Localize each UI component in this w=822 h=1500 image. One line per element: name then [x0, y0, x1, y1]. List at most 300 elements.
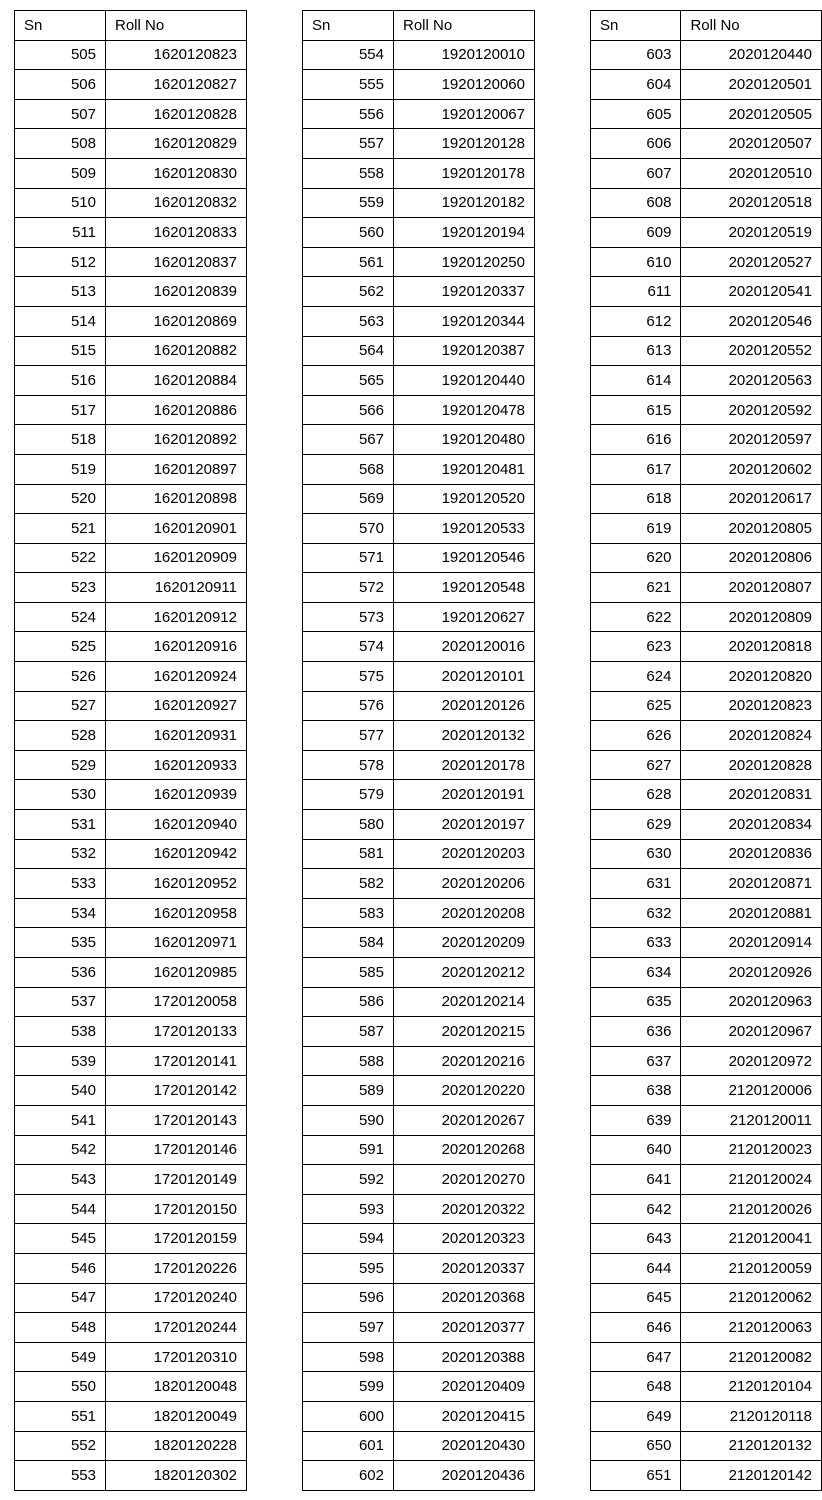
table-row	[15, 1283, 247, 1313]
table-row	[15, 1461, 247, 1491]
sn-cell: 526	[15, 662, 106, 692]
sn-cell: 591	[303, 1135, 394, 1165]
roll-no-cell: 1620120911	[106, 573, 247, 603]
sn-cell: 527	[15, 691, 106, 721]
roll-no-cell: 2020120552	[681, 336, 822, 366]
table-row	[303, 99, 535, 129]
table-row	[591, 691, 822, 721]
roll-no-cell: 1620120901	[106, 514, 247, 544]
sn-cell: 610	[591, 247, 681, 277]
roll-no-cell: 2020120178	[394, 750, 535, 780]
header-sn: Sn	[15, 11, 106, 41]
table-row	[15, 573, 247, 603]
table-row	[591, 336, 822, 366]
sn-cell: 545	[15, 1224, 106, 1254]
sn-cell: 564	[303, 336, 394, 366]
sn-cell: 528	[15, 721, 106, 751]
sn-cell: 565	[303, 366, 394, 396]
roll-no-cell: 1720120146	[106, 1135, 247, 1165]
table-row	[591, 188, 822, 218]
roll-no-cell: 1720120142	[106, 1076, 247, 1106]
sn-cell: 551	[15, 1401, 106, 1431]
table-row	[591, 454, 822, 484]
table-row	[303, 869, 535, 899]
roll-no-cell: 2020120388	[394, 1342, 535, 1372]
sn-cell: 630	[591, 839, 681, 869]
sn-cell: 600	[303, 1401, 394, 1431]
roll-no-cell: 1820120228	[106, 1431, 247, 1461]
table-row	[591, 958, 822, 988]
roll-no-cell: 2020120592	[681, 395, 822, 425]
roll-no-cell: 1920120480	[394, 425, 535, 455]
roll-no-cell: 2020120323	[394, 1224, 535, 1254]
roll-no-cell: 2020120430	[394, 1431, 535, 1461]
roll-no-cell: 1920120337	[394, 277, 535, 307]
sn-cell: 626	[591, 721, 681, 751]
roll-no-cell: 2120120006	[681, 1076, 822, 1106]
header-row	[303, 11, 535, 41]
table-row	[15, 247, 247, 277]
roll-no-cell: 1620120939	[106, 780, 247, 810]
roll-no-cell: 2120120024	[681, 1165, 822, 1195]
sn-cell: 544	[15, 1194, 106, 1224]
roll-no-cell: 1920120010	[394, 40, 535, 70]
roll-no-cell: 2020120518	[681, 188, 822, 218]
sn-cell: 512	[15, 247, 106, 277]
roll-no-cell: 2020120823	[681, 691, 822, 721]
roll-no-cell: 2020120268	[394, 1135, 535, 1165]
table-row	[591, 484, 822, 514]
table-row	[303, 839, 535, 869]
table-row	[591, 514, 822, 544]
table-row	[15, 898, 247, 928]
table-row	[15, 1342, 247, 1372]
table-row	[591, 395, 822, 425]
roll-no-cell: 2020120214	[394, 987, 535, 1017]
sn-cell: 530	[15, 780, 106, 810]
sn-cell: 515	[15, 336, 106, 366]
sn-cell: 623	[591, 632, 681, 662]
table-row	[591, 218, 822, 248]
sn-cell: 586	[303, 987, 394, 1017]
table-row	[303, 454, 535, 484]
table-row	[303, 188, 535, 218]
sn-cell: 508	[15, 129, 106, 159]
table-row	[15, 70, 247, 100]
sn-cell: 641	[591, 1165, 681, 1195]
table-row	[303, 1401, 535, 1431]
table-row	[303, 484, 535, 514]
sn-cell: 538	[15, 1017, 106, 1047]
sn-cell: 580	[303, 810, 394, 840]
sn-cell: 583	[303, 898, 394, 928]
roll-no-cell: 2020120440	[681, 40, 822, 70]
sn-cell: 576	[303, 691, 394, 721]
sn-cell: 625	[591, 691, 681, 721]
sn-cell: 534	[15, 898, 106, 928]
table-row	[15, 750, 247, 780]
table-row	[591, 662, 822, 692]
sn-cell: 644	[591, 1253, 681, 1283]
roll-no-cell: 2020120206	[394, 869, 535, 899]
table-row	[303, 247, 535, 277]
roll-no-cell: 1720120133	[106, 1017, 247, 1047]
roll-no-cell: 1620120933	[106, 750, 247, 780]
table-row	[15, 1165, 247, 1195]
sn-cell: 639	[591, 1105, 681, 1135]
roll-no-cell: 1720120240	[106, 1283, 247, 1313]
sn-cell: 651	[591, 1461, 681, 1491]
sn-cell: 570	[303, 514, 394, 544]
table-row	[303, 1135, 535, 1165]
roll-table-2	[302, 10, 535, 1491]
roll-no-cell: 2020120563	[681, 366, 822, 396]
roll-no-cell: 2020120203	[394, 839, 535, 869]
sn-cell: 594	[303, 1224, 394, 1254]
roll-no-cell: 2020120967	[681, 1017, 822, 1047]
sn-cell: 650	[591, 1431, 681, 1461]
header-sn: Sn	[303, 11, 394, 41]
table-row	[303, 306, 535, 336]
roll-no-cell: 2020120602	[681, 454, 822, 484]
roll-no-cell: 2020120126	[394, 691, 535, 721]
roll-no-cell: 1720120143	[106, 1105, 247, 1135]
sn-cell: 514	[15, 306, 106, 336]
sn-cell: 533	[15, 869, 106, 899]
table-row	[303, 958, 535, 988]
table-row	[303, 366, 535, 396]
sn-cell: 635	[591, 987, 681, 1017]
roll-no-cell: 2020120132	[394, 721, 535, 751]
roll-no-cell: 2020120519	[681, 218, 822, 248]
table-row	[591, 721, 822, 751]
roll-no-cell: 1620120886	[106, 395, 247, 425]
sn-cell: 607	[591, 158, 681, 188]
table-row	[15, 514, 247, 544]
sn-cell: 525	[15, 632, 106, 662]
roll-no-cell: 2020120415	[394, 1401, 535, 1431]
table-row	[15, 869, 247, 899]
sn-cell: 509	[15, 158, 106, 188]
table-row	[591, 602, 822, 632]
table-row	[591, 1224, 822, 1254]
sn-cell: 629	[591, 810, 681, 840]
sn-cell: 531	[15, 810, 106, 840]
sn-cell: 589	[303, 1076, 394, 1106]
table-row	[591, 1105, 822, 1135]
roll-no-cell: 2120120142	[681, 1461, 822, 1491]
table-row	[591, 247, 822, 277]
table-row	[591, 306, 822, 336]
roll-no-cell: 2120120082	[681, 1342, 822, 1372]
roll-no-cell: 1920120194	[394, 218, 535, 248]
roll-no-cell: 1620120952	[106, 869, 247, 899]
sn-cell: 557	[303, 129, 394, 159]
table-row	[591, 1165, 822, 1195]
roll-table-1	[14, 10, 247, 1491]
table-row	[303, 810, 535, 840]
roll-no-cell: 1920120067	[394, 99, 535, 129]
sn-cell: 638	[591, 1076, 681, 1106]
table-row	[591, 1401, 822, 1431]
sn-cell: 605	[591, 99, 681, 129]
sn-cell: 574	[303, 632, 394, 662]
roll-no-cell: 1920120627	[394, 602, 535, 632]
table-row	[15, 1431, 247, 1461]
roll-no-cell: 1920120344	[394, 306, 535, 336]
roll-no-cell: 2120120026	[681, 1194, 822, 1224]
table-row	[15, 1224, 247, 1254]
table-row	[591, 99, 822, 129]
roll-no-cell: 1620120828	[106, 99, 247, 129]
roll-no-cell: 1620120940	[106, 810, 247, 840]
table-row	[591, 1313, 822, 1343]
table-row	[591, 1046, 822, 1076]
table-row	[591, 70, 822, 100]
roll-table-3	[590, 10, 822, 1491]
roll-no-cell: 2020120216	[394, 1046, 535, 1076]
sn-cell: 552	[15, 1431, 106, 1461]
roll-no-cell: 2020120828	[681, 750, 822, 780]
table-row	[15, 662, 247, 692]
header-roll-no: Roll No	[394, 11, 535, 41]
table-row	[15, 484, 247, 514]
table-row	[303, 277, 535, 307]
table-row	[15, 839, 247, 869]
table-row	[591, 750, 822, 780]
table-row	[303, 1105, 535, 1135]
roll-no-cell: 1820120302	[106, 1461, 247, 1491]
sn-cell: 613	[591, 336, 681, 366]
table-row	[15, 810, 247, 840]
table-row	[303, 602, 535, 632]
roll-no-cell: 1620120892	[106, 425, 247, 455]
sn-cell: 518	[15, 425, 106, 455]
table-row	[303, 721, 535, 751]
sn-cell: 578	[303, 750, 394, 780]
roll-no-cell: 2120120011	[681, 1105, 822, 1135]
sn-cell: 558	[303, 158, 394, 188]
sn-cell: 592	[303, 1165, 394, 1195]
roll-no-cell: 2020120101	[394, 662, 535, 692]
sn-cell: 612	[591, 306, 681, 336]
sn-cell: 596	[303, 1283, 394, 1313]
roll-no-cell: 1820120048	[106, 1372, 247, 1402]
sn-cell: 608	[591, 188, 681, 218]
sn-cell: 573	[303, 602, 394, 632]
table-row	[591, 1253, 822, 1283]
table-row	[303, 1313, 535, 1343]
roll-no-cell: 1620120839	[106, 277, 247, 307]
roll-no-cell: 1620120829	[106, 129, 247, 159]
roll-no-cell: 1620120931	[106, 721, 247, 751]
sn-cell: 601	[303, 1431, 394, 1461]
sn-cell: 535	[15, 928, 106, 958]
roll-no-cell: 1620120833	[106, 218, 247, 248]
roll-no-cell: 2020120541	[681, 277, 822, 307]
table-row	[591, 810, 822, 840]
roll-no-cell: 2120120132	[681, 1431, 822, 1461]
table-row	[15, 395, 247, 425]
table-row	[591, 1017, 822, 1047]
sn-cell: 556	[303, 99, 394, 129]
roll-no-cell: 1620120942	[106, 839, 247, 869]
roll-no-cell: 1620120823	[106, 40, 247, 70]
roll-no-cell: 2020120505	[681, 99, 822, 129]
table-row	[303, 1431, 535, 1461]
table-row	[15, 336, 247, 366]
roll-no-cell: 2020120507	[681, 129, 822, 159]
sn-cell: 540	[15, 1076, 106, 1106]
header-sn: Sn	[591, 11, 681, 41]
sn-cell: 614	[591, 366, 681, 396]
table-row	[303, 1253, 535, 1283]
table-row	[303, 780, 535, 810]
sn-cell: 575	[303, 662, 394, 692]
sn-cell: 506	[15, 70, 106, 100]
table-row	[591, 869, 822, 899]
sn-cell: 520	[15, 484, 106, 514]
table-row	[591, 1135, 822, 1165]
sn-cell: 622	[591, 602, 681, 632]
roll-no-cell: 2020120501	[681, 70, 822, 100]
table-row	[15, 543, 247, 573]
table-row	[303, 987, 535, 1017]
roll-no-cell: 1620120832	[106, 188, 247, 218]
sn-cell: 555	[303, 70, 394, 100]
table-row	[15, 40, 247, 70]
sn-cell: 624	[591, 662, 681, 692]
roll-no-cell: 2020120209	[394, 928, 535, 958]
sn-cell: 507	[15, 99, 106, 129]
table-row	[15, 129, 247, 159]
sn-cell: 550	[15, 1372, 106, 1402]
table-row	[303, 1372, 535, 1402]
table-row	[303, 691, 535, 721]
table-row	[591, 987, 822, 1017]
sn-cell: 636	[591, 1017, 681, 1047]
sn-cell: 554	[303, 40, 394, 70]
table-row	[15, 721, 247, 751]
table-row	[303, 1283, 535, 1313]
roll-no-cell: 1720120150	[106, 1194, 247, 1224]
roll-no-cell: 2020120831	[681, 780, 822, 810]
sn-cell: 616	[591, 425, 681, 455]
roll-no-cell: 1920120060	[394, 70, 535, 100]
sn-cell: 523	[15, 573, 106, 603]
sn-cell: 572	[303, 573, 394, 603]
table-row	[15, 958, 247, 988]
sn-cell: 521	[15, 514, 106, 544]
sn-cell: 619	[591, 514, 681, 544]
table-row	[591, 573, 822, 603]
roll-no-cell: 2020120208	[394, 898, 535, 928]
sn-cell: 563	[303, 306, 394, 336]
roll-no-cell: 1920120250	[394, 247, 535, 277]
sn-cell: 642	[591, 1194, 681, 1224]
sn-cell: 532	[15, 839, 106, 869]
table-row	[15, 632, 247, 662]
table-row	[303, 1076, 535, 1106]
table-row	[15, 366, 247, 396]
table-row	[15, 780, 247, 810]
sn-cell: 617	[591, 454, 681, 484]
sn-cell: 517	[15, 395, 106, 425]
roll-no-cell: 1920120548	[394, 573, 535, 603]
table-row	[591, 1194, 822, 1224]
table-row	[303, 1194, 535, 1224]
sn-cell: 637	[591, 1046, 681, 1076]
table-row	[591, 366, 822, 396]
roll-no-cell: 2020120834	[681, 810, 822, 840]
sn-cell: 569	[303, 484, 394, 514]
sn-cell: 548	[15, 1313, 106, 1343]
sn-cell: 640	[591, 1135, 681, 1165]
sn-cell: 649	[591, 1401, 681, 1431]
roll-no-cell: 1620120916	[106, 632, 247, 662]
roll-no-cell: 2120120104	[681, 1372, 822, 1402]
sn-cell: 566	[303, 395, 394, 425]
roll-no-cell: 1620120909	[106, 543, 247, 573]
table-row	[303, 662, 535, 692]
roll-no-cell: 2020120377	[394, 1313, 535, 1343]
table-row	[15, 602, 247, 632]
table-row	[15, 1076, 247, 1106]
roll-no-cell: 2120120041	[681, 1224, 822, 1254]
table-row	[303, 1224, 535, 1254]
sn-cell: 609	[591, 218, 681, 248]
sn-cell: 549	[15, 1342, 106, 1372]
sn-cell: 587	[303, 1017, 394, 1047]
roll-no-cell: 1920120520	[394, 484, 535, 514]
roll-no-cell: 2020120322	[394, 1194, 535, 1224]
table-row	[303, 395, 535, 425]
roll-no-cell: 2020120914	[681, 928, 822, 958]
table-row	[303, 514, 535, 544]
sn-cell: 585	[303, 958, 394, 988]
sn-cell: 567	[303, 425, 394, 455]
roll-no-cell: 2120120059	[681, 1253, 822, 1283]
roll-no-cell: 1920120533	[394, 514, 535, 544]
sn-cell: 621	[591, 573, 681, 603]
table-row	[591, 1431, 822, 1461]
sn-cell: 539	[15, 1046, 106, 1076]
roll-no-cell: 1920120481	[394, 454, 535, 484]
roll-no-cell: 1720120141	[106, 1046, 247, 1076]
sn-cell: 581	[303, 839, 394, 869]
table-row	[591, 158, 822, 188]
table-row	[15, 218, 247, 248]
roll-no-cell: 2020120871	[681, 869, 822, 899]
table-row	[15, 1253, 247, 1283]
roll-no-cell: 2120120063	[681, 1313, 822, 1343]
sn-cell: 536	[15, 958, 106, 988]
table-row	[15, 691, 247, 721]
table-row	[15, 987, 247, 1017]
sn-cell: 615	[591, 395, 681, 425]
roll-no-cell: 1920120178	[394, 158, 535, 188]
roll-no-cell: 2020120546	[681, 306, 822, 336]
sn-cell: 553	[15, 1461, 106, 1491]
table-row	[303, 1342, 535, 1372]
roll-no-cell: 1620120927	[106, 691, 247, 721]
roll-no-cell: 2020120824	[681, 721, 822, 751]
roll-no-cell: 2020120191	[394, 780, 535, 810]
sn-cell: 505	[15, 40, 106, 70]
table-row	[303, 632, 535, 662]
table-row	[15, 425, 247, 455]
sn-cell: 513	[15, 277, 106, 307]
